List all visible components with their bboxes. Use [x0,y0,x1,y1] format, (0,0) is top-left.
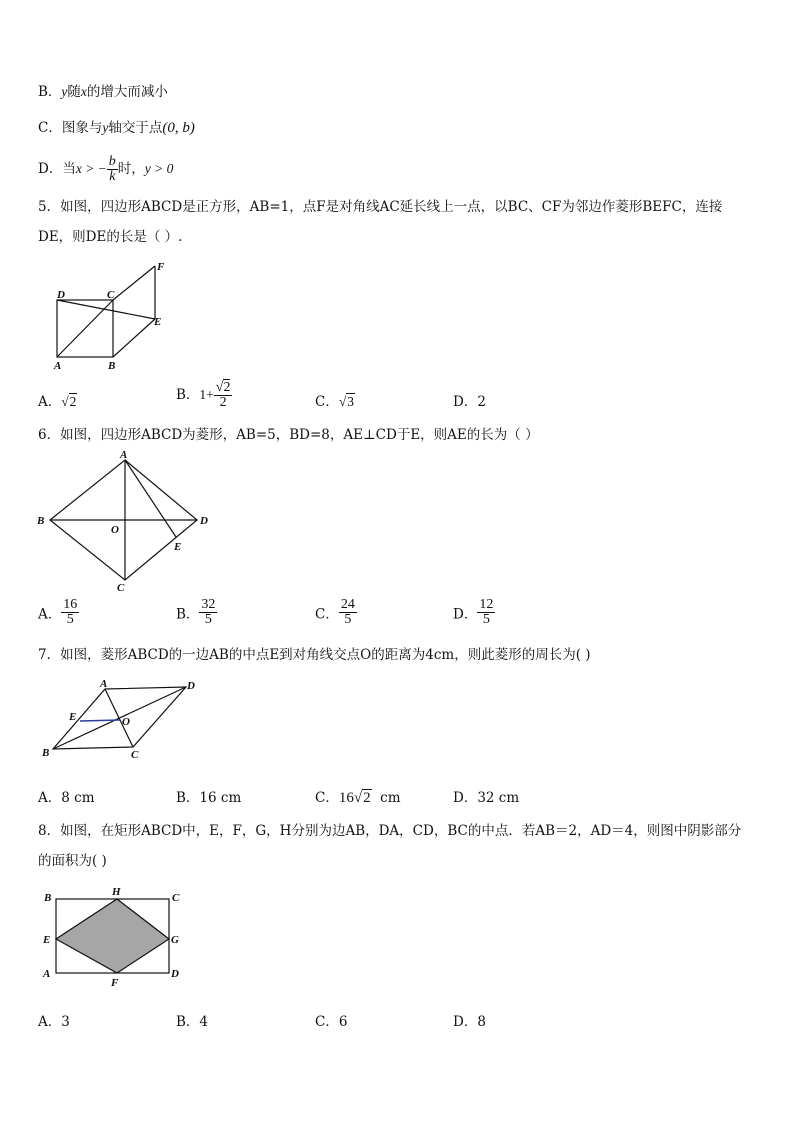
q7-label-d: D [187,680,195,692]
q6-option-a: A． $\frac{16}{5}$ [38,597,78,627]
q8-label-c: C [172,892,180,904]
q6-option-c: C． $\frac{24}{5}$ [315,597,355,627]
q6-figure [34,448,219,598]
q7-option-a: A．8 cm [38,790,95,806]
q6-stem: 6．如图，四边形ABCD为菱形，AB=5，BD=8，AE⊥CD于E，则AE的长为（ ） [38,427,539,443]
q7-label-o: O [122,716,130,728]
q7-label-e: E [69,711,77,723]
q5-option-a: A．√2 [38,394,77,410]
q6-label-o: O [111,524,119,536]
q5-stem-line2: DE，则DE的长是（ ）. [38,229,183,245]
q6-label-d: D [200,515,208,527]
q6-label-b: B [37,515,45,527]
q8-label-a: A [43,968,51,980]
q5-label-b: B [108,360,116,372]
q8-option-c: C．6 [315,1014,348,1030]
q8-label-f: F [111,977,119,989]
q6-option-b: B． $\frac{32}{5}$ [176,597,216,627]
q5-label-d: D [57,289,65,301]
q5-label-f: F [157,261,165,273]
q4-option-d: D．当x > − $\frac{b}{k}$ 时，y > 0 [38,154,174,184]
q4-option-c: C．图象与y轴交于点(0, b) [38,120,195,136]
q4-option-b: B．y随x的增大而减小 [38,84,168,100]
q5-option-c: C．√3 [315,394,355,410]
q5-option-d: D．2 [453,394,486,410]
q7-option-d: D．32 cm [453,790,520,806]
q7-figure [38,676,208,764]
q7-option-b: B．16 cm [176,790,242,806]
q5-option-b: B．1+ $\frac{√2}{2}$ [176,380,231,410]
q7-label-a: A [100,678,108,690]
q6-label-e: E [174,541,182,553]
q8-figure [38,882,198,992]
q6-label-a: A [120,449,128,461]
q8-label-h: H [112,886,121,898]
q8-label-e: E [43,934,51,946]
q8-option-d: D．8 [453,1014,486,1030]
q7-option-c: C．16√2 cm [315,790,401,806]
q8-option-b: B．4 [176,1014,209,1030]
q8-stem-line1: 8．如图，在矩形ABCD中，E，F，G，H分别为边AB，DA，CD，BC的中点．若AB＝2，AD＝4，则图中阴影部分 [38,823,742,839]
q6-label-c: C [117,582,125,594]
q5-label-a: A [54,360,62,372]
q8-label-b: B [44,892,52,904]
q8-label-g: G [171,934,179,946]
q5-label-e: E [154,316,162,328]
q8-option-a: A．3 [38,1014,70,1030]
q7-label-c: C [131,749,139,761]
q8-stem-line2: 的面积为( ) [38,853,107,869]
q7-label-b: B [42,747,50,759]
q7-stem: 7．如图，菱形ABCD的一边AB的中点E到对角线交点O的距离为4cm，则此菱形的周长为( ) [38,647,591,663]
q5-figure [50,258,175,373]
q8-label-d: D [171,968,179,980]
q6-option-d: D． $\frac{12}{5}$ [453,597,494,627]
q5-stem-line1: 5．如图，四边形ABCD是正方形，AB=1，点F是对角线AC延长线上一点，以BC、CF为邻边作菱形BEFC，连接 [38,199,723,215]
q5-label-c: C [107,289,115,301]
